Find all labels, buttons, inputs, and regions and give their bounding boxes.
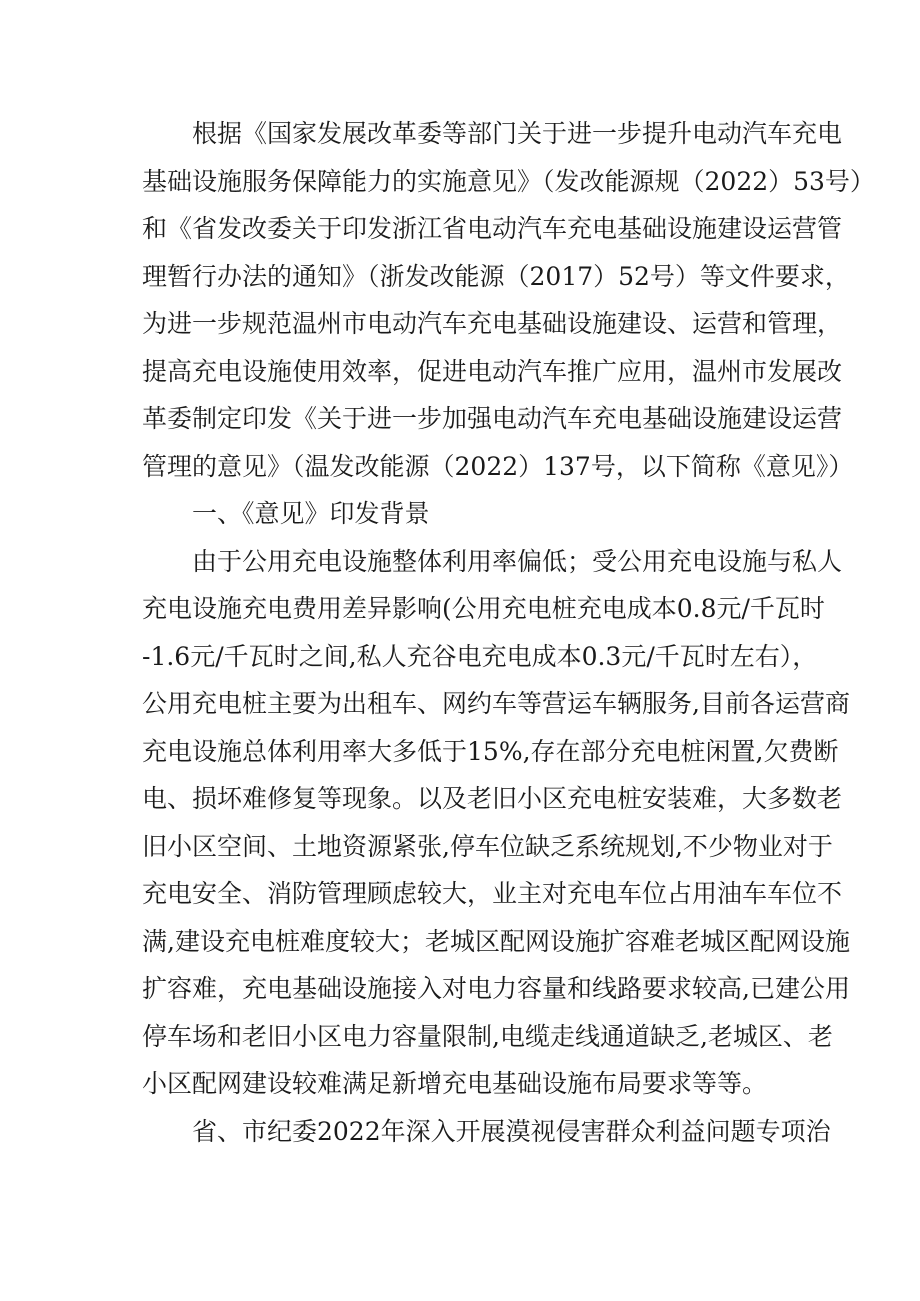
text-line: 公用充电桩主要为出租车、网约车等营运车辆服务,目前各运营商 [142, 689, 850, 718]
text-line: 提高充电设施使用效率，促进电动汽车推广应用，温州市发展改 [142, 356, 843, 386]
text-line: 充电安全、消防管理顾虑较大，业主对充电车位占用油车车位不 [142, 879, 843, 908]
text-line: -1.6元/千瓦时之间,私人充谷电充电成本0.3元/千瓦时左右）， [142, 641, 818, 671]
text-line: 小区配网建设较难满足新增充电基础设施布局要求等等。 [142, 1069, 768, 1098]
text-line: 省、市纪委2022年深入开展漠视侵害群众利益问题专项治 [192, 1116, 831, 1146]
text-line: 革委制定印发《关于进一步加强电动汽车充电基础设施建设运营 [142, 404, 843, 433]
text-line: 管理的意见》（温发改能源（2022）137号，以下简称《意见》） [142, 451, 854, 481]
text-line: 理暂行办法的通知》（浙发改能源（2017）52号）等文件要求， [142, 261, 850, 291]
paragraph-intro [142, 114, 875, 494]
text-line: 由于公用充电设施整体利用率偏低；受公用充电设施与私人 [192, 546, 843, 576]
text-line: 停车场和老旧小区电力容量限制,电缆走线通道缺乏,老城区、老 [142, 1021, 833, 1051]
text-line: 电、损坏难修复等现象。以及老旧小区充电桩安装难，大多数老 [142, 784, 843, 813]
paragraph-continuation [142, 1112, 831, 1160]
section-heading [142, 494, 794, 542]
text-line: 和《省发改委关于印发浙江省电动汽车充电基础设施建设运营管 [142, 214, 843, 243]
text-line: 扩容难，充电基础设施接入对电力容量和线路要求较高,已建公用 [142, 974, 850, 1003]
text-line: 充电设施充电费用差异影响(公用充电桩充电成本0.8元/千瓦时 [142, 594, 825, 623]
text-line: 根据《国家发展改革委等部门关于进一步提升电动汽车充电 [192, 119, 843, 148]
text-line: 满,建设充电桩难度较大；老城区配网设施扩容难老城区配网设施 [142, 926, 850, 956]
text-line: 一、《意见》印发背景 [192, 499, 430, 528]
document-page [142, 114, 875, 1159]
paragraph-background [142, 542, 850, 1112]
text-line: 基础设施服务保障能力的实施意见》（发改能源规（2022）53号） [142, 166, 875, 196]
text-line: 旧小区空间、土地资源紧张,停车位缺乏系统规划,不少物业对于 [142, 831, 833, 861]
text-line: 为进一步规范温州市电动汽车充电基础设施建设、运营和管理， [142, 309, 843, 338]
text-line: 充电设施总体利用率大多低于15%,存在部分充电桩闲置,欠费断 [142, 736, 839, 766]
